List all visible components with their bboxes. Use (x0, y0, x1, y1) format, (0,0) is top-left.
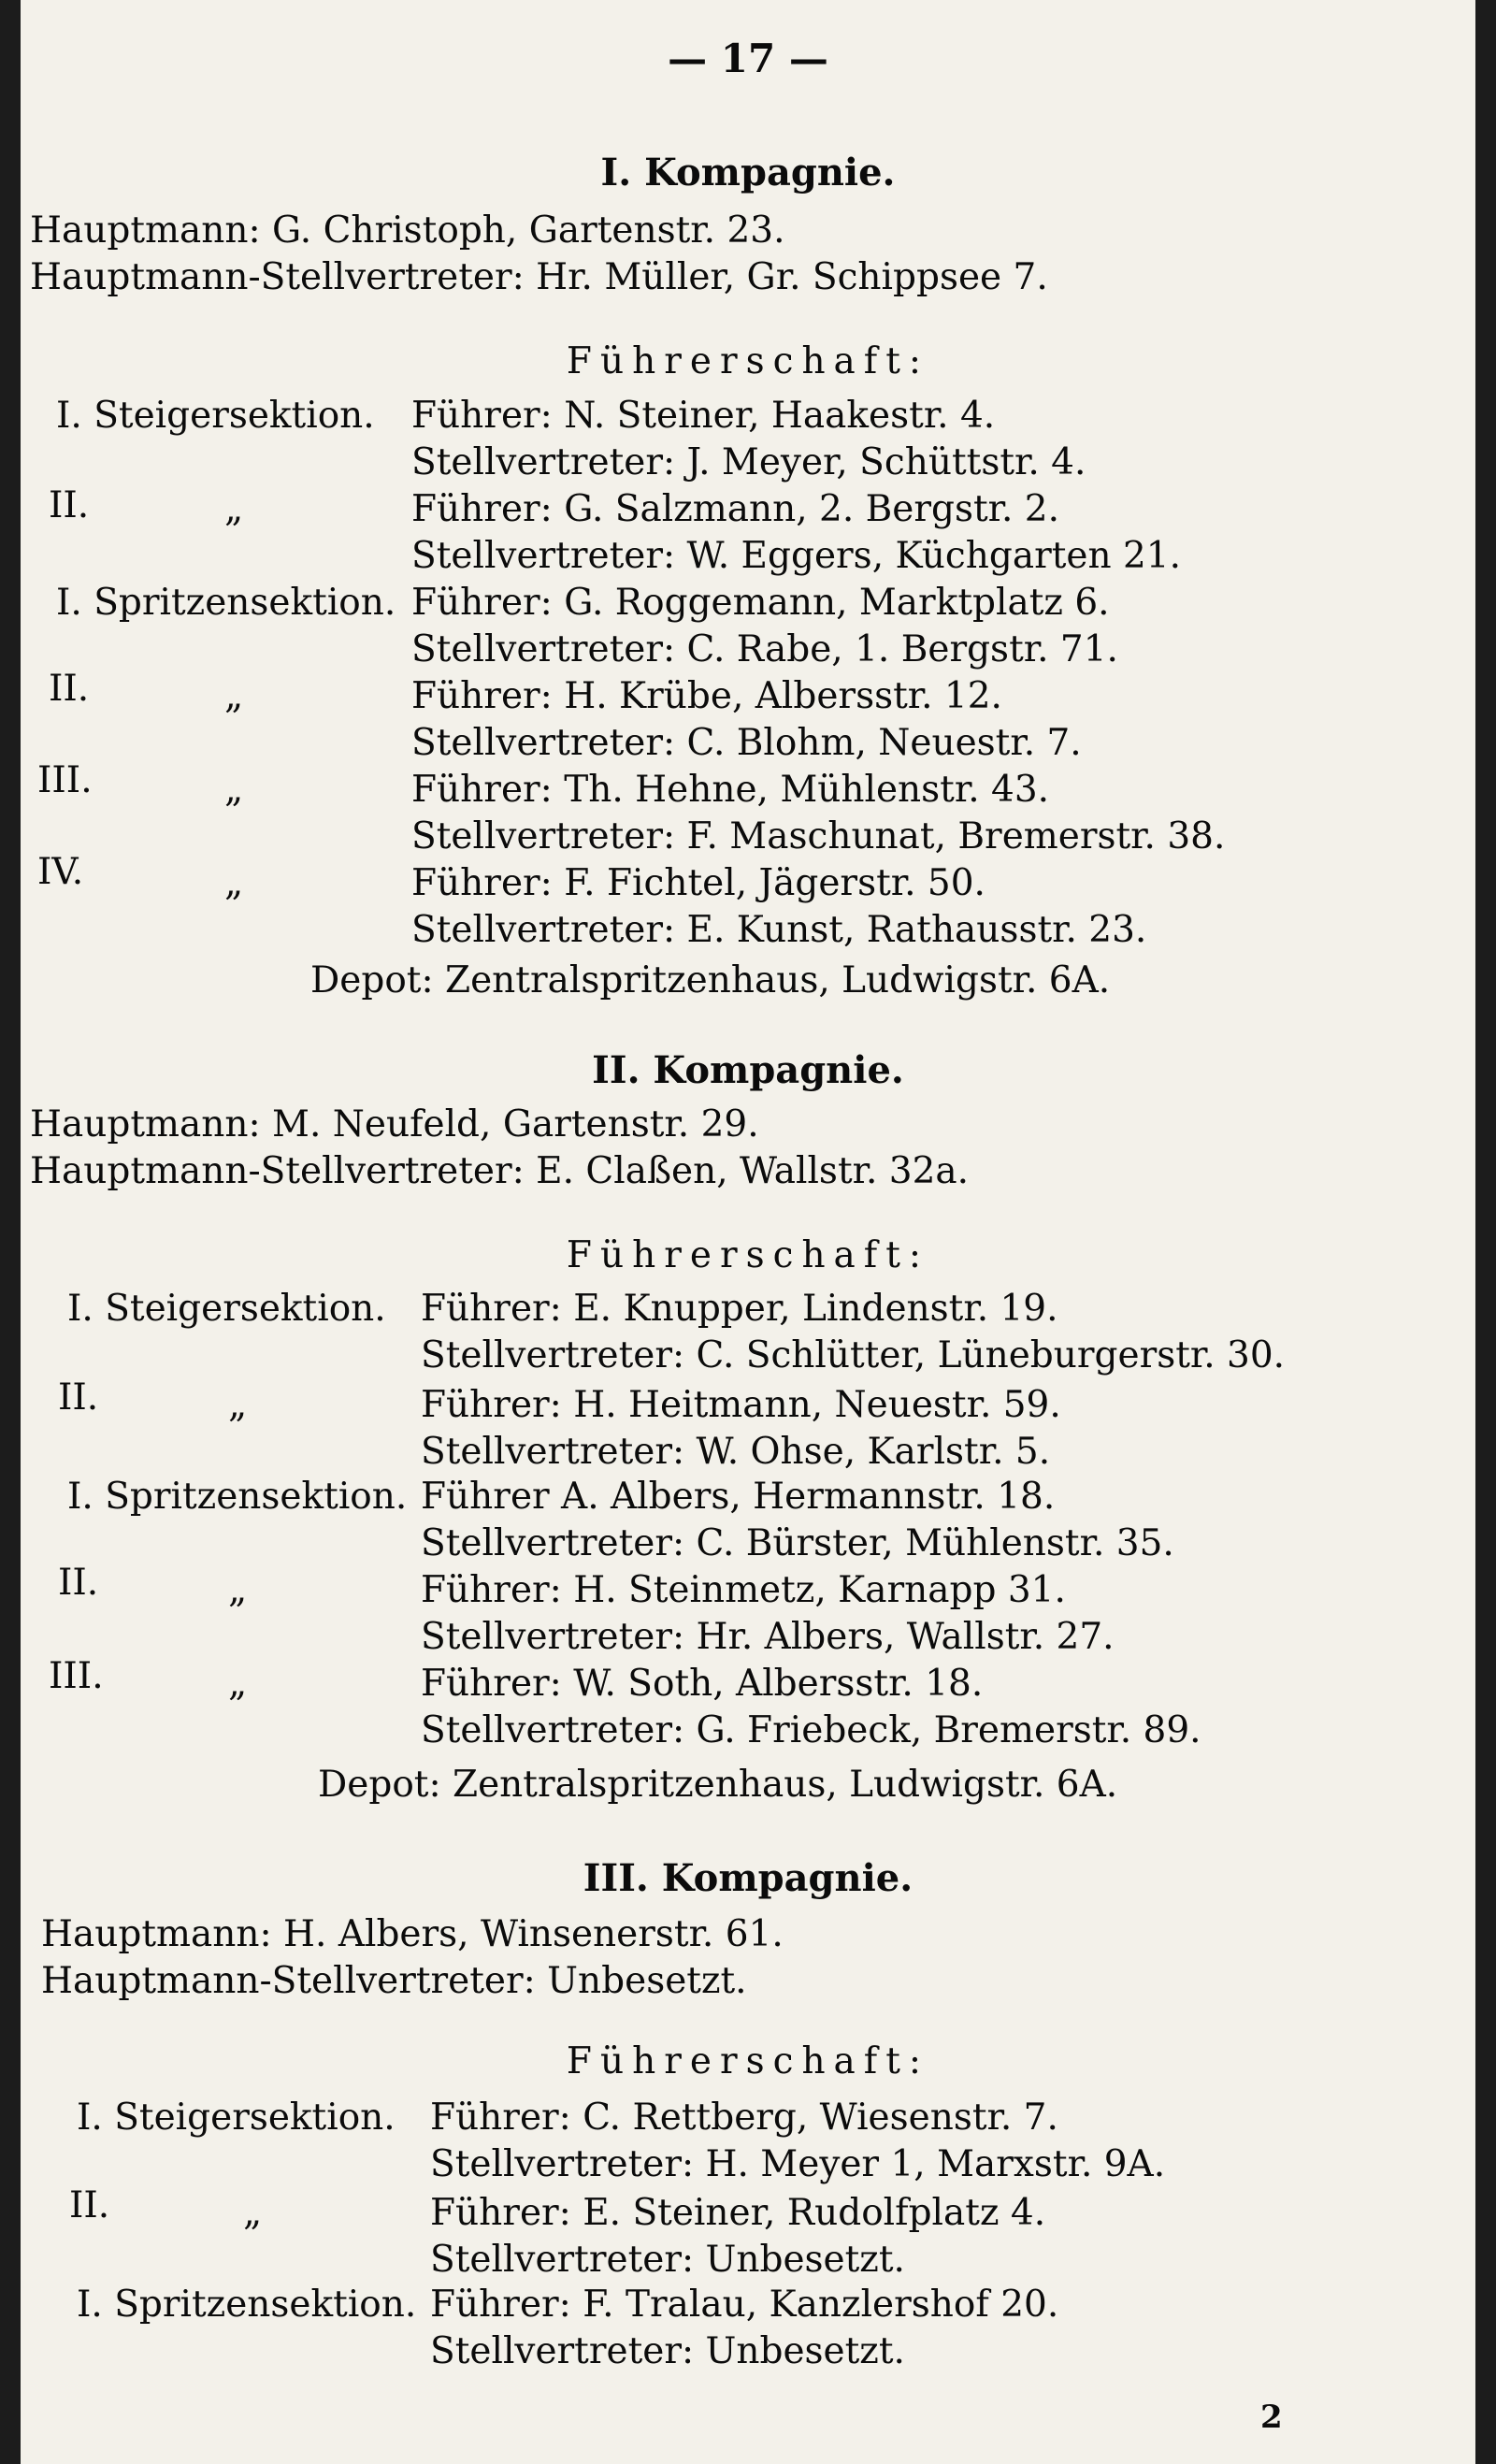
section-title: I. Kompagnie. (600, 151, 896, 195)
row-text: Stellvertreter: Hr. Albers, Wallstr. 27. (421, 1616, 1115, 1658)
row-label: I. Spritzensektion. (56, 582, 396, 624)
hauptmann-line: Hauptmann: H. Albers, Winsenerstr. 61. (41, 1913, 784, 1955)
hauptmann-line: Hauptmann: M. Neufeld, Gartenstr. 29. (30, 1103, 759, 1146)
row-text: Stellvertreter: C. Schlütter, Lüneburgerstr. 30. (421, 1334, 1286, 1376)
row-text: Stellvertreter: C. Rabe, 1. Bergstr. 71. (411, 628, 1118, 670)
row-label: I. Spritzensektion. (67, 1476, 408, 1518)
ditto-mark: „ (243, 2192, 263, 2234)
ditto-mark: „ (228, 1384, 248, 1426)
row-label: I. Spritzensektion. (77, 2284, 417, 2326)
row-label: I. Steigersektion. (56, 395, 375, 437)
row-text: Führer: G. Roggemann, Marktplatz 6. (411, 582, 1110, 624)
row-label: III. (49, 1655, 104, 1697)
row-label: IV. (37, 851, 84, 893)
fuehrerschaft-heading: Führerschaft: (566, 340, 930, 382)
ditto-mark: „ (224, 862, 244, 904)
row-label: II. (49, 668, 90, 710)
row-text: Führer: F. Fichtel, Jägerstr. 50. (411, 862, 985, 904)
row-text: Führer: W. Soth, Albersstr. 18. (421, 1663, 984, 1705)
row-text: Stellvertreter: C. Bürster, Mühlenstr. 35. (421, 1522, 1174, 1564)
row-text: Stellvertreter: E. Kunst, Rathausstr. 23. (411, 909, 1147, 951)
row-text: Führer: C. Rettberg, Wiesenstr. 7. (430, 2097, 1058, 2139)
hauptmann-stellvertreter-line: Hauptmann-Stellvertreter: E. Claßen, Wallstr. 32a. (30, 1150, 970, 1192)
scan-edge-left (0, 0, 21, 2464)
row-text: Stellvertreter: Unbesetzt. (430, 2330, 905, 2372)
row-text: Führer: N. Steiner, Haakestr. 4. (411, 395, 996, 437)
row-text: Führer: F. Tralau, Kanzlershof 20. (430, 2284, 1059, 2326)
fuehrerschaft-heading: Führerschaft: (566, 1234, 930, 1276)
section-title: II. Kompagnie. (592, 1048, 904, 1092)
row-label: II. (58, 1376, 99, 1419)
row-text: Führer: G. Salzmann, 2. Bergstr. 2. (411, 488, 1060, 530)
row-text: Stellvertreter: W. Ohse, Karlstr. 5. (421, 1431, 1051, 1473)
ditto-mark: „ (228, 1663, 248, 1705)
row-text: Stellvertreter: C. Blohm, Neuestr. 7. (411, 722, 1082, 764)
row-text: Führer A. Albers, Hermannstr. 18. (421, 1476, 1056, 1518)
row-text: Führer: Th. Hehne, Mühlenstr. 43. (411, 769, 1050, 811)
section-title: III. Kompagnie. (583, 1856, 913, 1900)
row-label: II. (69, 2184, 110, 2226)
scan-edge-right (1475, 0, 1496, 2464)
row-text: Stellvertreter: H. Meyer 1, Marxstr. 9A. (430, 2143, 1166, 2185)
page-number: — 17 — (668, 36, 828, 81)
ditto-mark: „ (228, 1569, 248, 1611)
row-label: II. (49, 484, 90, 526)
row-text: Führer: H. Heitmann, Neuestr. 59. (421, 1384, 1061, 1426)
row-label: I. Steigersektion. (77, 2097, 396, 2139)
hauptmann-line: Hauptmann: G. Christoph, Gartenstr. 23. (30, 209, 785, 252)
row-label: I. Steigersektion. (67, 1288, 386, 1330)
row-text: Stellvertreter: G. Friebeck, Bremerstr. 89. (421, 1709, 1201, 1751)
footer-mark: 2 (1260, 2399, 1283, 2436)
depot-line: Depot: Zentralspritzenhaus, Ludwigstr. 6A. (318, 1764, 1118, 1806)
ditto-mark: „ (224, 675, 244, 717)
row-label: III. (37, 759, 93, 801)
row-text: Stellvertreter: F. Maschunat, Bremerstr. 38. (411, 815, 1226, 857)
row-text: Führer: H. Steinmetz, Karnapp 31. (421, 1569, 1066, 1611)
row-label: II. (58, 1562, 99, 1604)
ditto-mark: „ (224, 769, 244, 811)
document-page (21, 0, 1475, 2464)
row-text: Stellvertreter: J. Meyer, Schüttstr. 4. (411, 441, 1086, 483)
row-text: Stellvertreter: Unbesetzt. (430, 2239, 905, 2281)
row-text: Führer: E. Steiner, Rudolfplatz 4. (430, 2192, 1046, 2234)
ditto-mark: „ (224, 488, 244, 530)
row-text: Führer: H. Krübe, Albersstr. 12. (411, 675, 1002, 717)
fuehrerschaft-heading: Führerschaft: (566, 2040, 930, 2082)
hauptmann-stellvertreter-line: Hauptmann-Stellvertreter: Hr. Müller, Gr. Schippsee 7. (30, 256, 1048, 298)
row-text: Führer: E. Knupper, Lindenstr. 19. (421, 1288, 1058, 1330)
row-text: Stellvertreter: W. Eggers, Küchgarten 21. (411, 535, 1181, 577)
hauptmann-stellvertreter-line: Hauptmann-Stellvertreter: Unbesetzt. (41, 1960, 747, 2002)
depot-line: Depot: Zentralspritzenhaus, Ludwigstr. 6A. (310, 959, 1111, 1001)
